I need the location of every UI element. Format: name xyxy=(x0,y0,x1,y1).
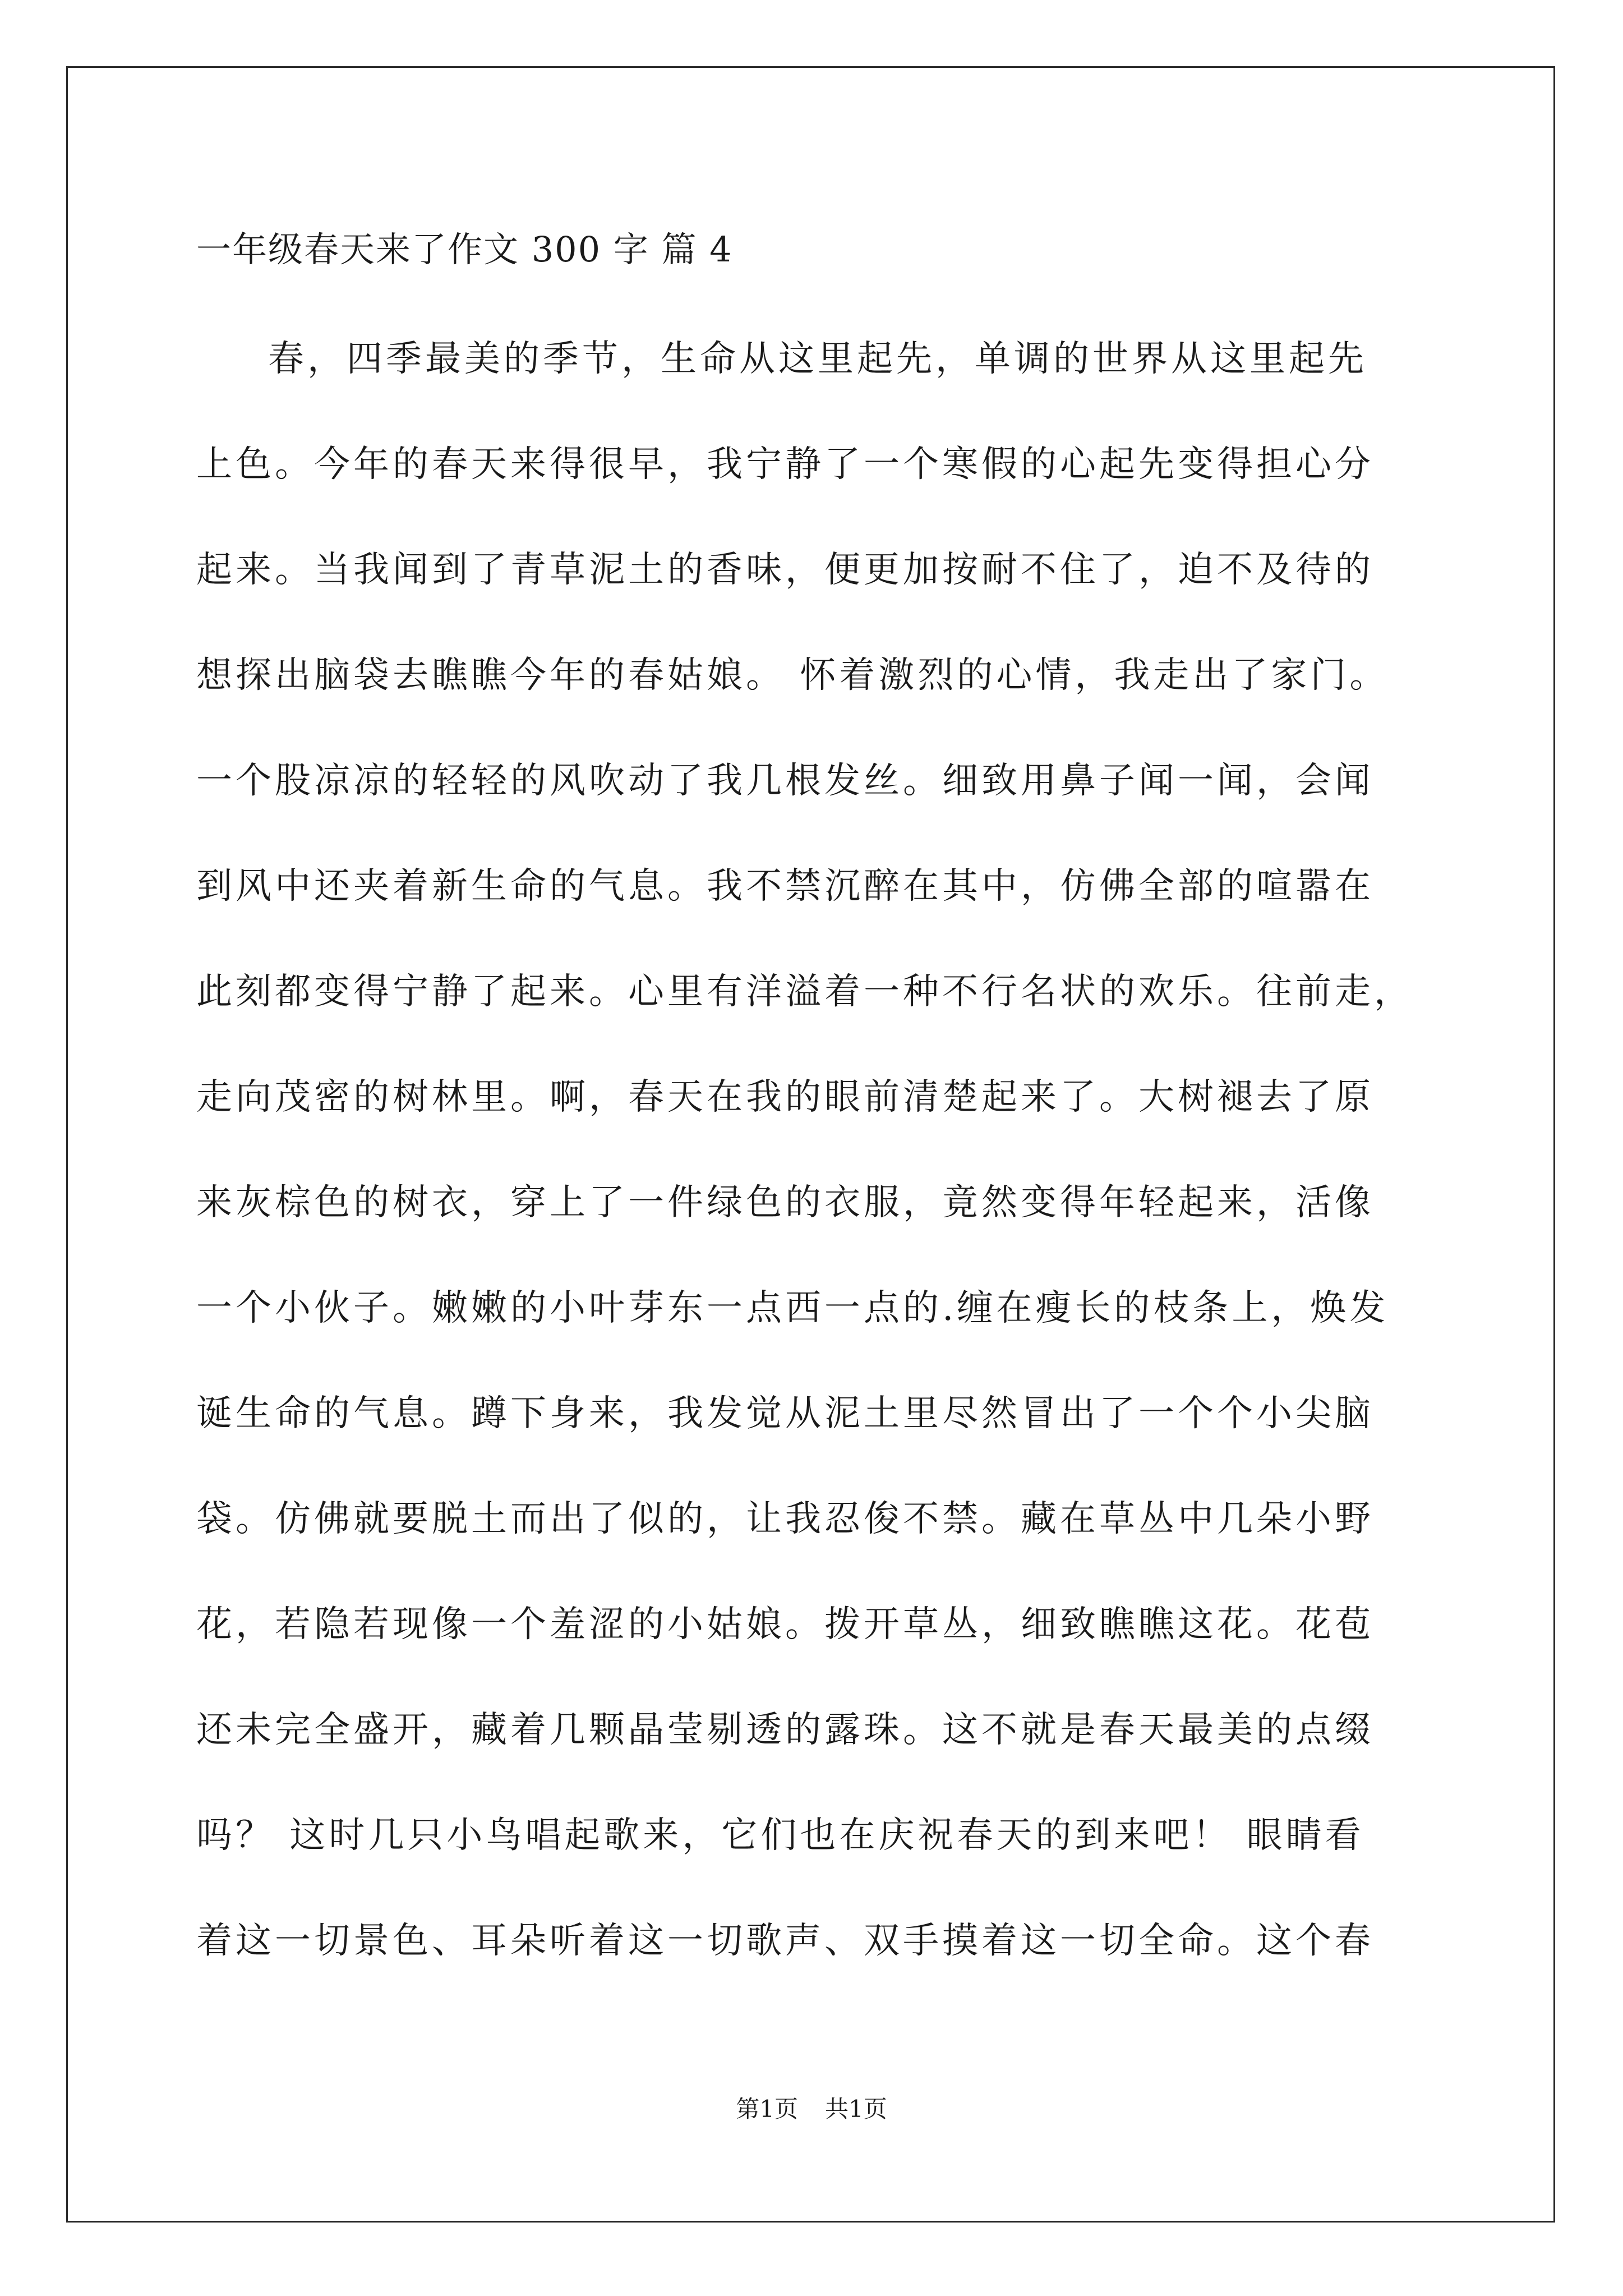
text-line: 一个小伙子。嫩嫩的小叶芽东一点西一点的.缠在瘦长的枝条上，焕发 xyxy=(196,1287,1389,1329)
text-line: 上色。今年的春天来得很早，我宁静了一个寒假的心起先变得担心分 xyxy=(196,444,1374,485)
text-line: 诞生命的气息。蹲下身来，我发觉从泥土里尽然冒出了一个个小尖脑 xyxy=(196,1393,1374,1434)
document-title: 一年级春天来了作文 300 字 篇 4 xyxy=(196,229,733,270)
text-line: 花，若隐若现像一个羞涩的小姑娘。拨开草丛，细致瞧瞧这花。花苞 xyxy=(196,1604,1374,1645)
body-text xyxy=(196,325,1430,2013)
text-line: 还未完全盛开，藏着几颗晶莹剔透的露珠。这不就是春天最美的点缀 xyxy=(196,1709,1374,1751)
text-line: 一个股凉凉的轻轻的风吹动了我几根发丝。细致用鼻子闻一闻，会闻 xyxy=(196,760,1374,802)
text-line: 春，四季最美的季节，生命从这里起先，单调的世界从这里起先 xyxy=(268,338,1367,380)
text-line: 走向茂密的树林里。啊，春天在我的眼前清楚起来了。大树褪去了原 xyxy=(196,1076,1374,1118)
text-line: 想探出脑袋去瞧瞧今年的春姑娘。 怀着激烈的心情，我走出了家门。 xyxy=(196,655,1389,696)
text-line: 着这一切景色、耳朵听着这一切歌声、双手摸着这一切全命。这个春 xyxy=(196,1920,1374,1962)
page-total: 共1页 xyxy=(825,2095,887,2123)
text-line: 吗？ 这时几只小鸟唱起歌来，它们也在庆祝春天的到来吧！ 眼睛看 xyxy=(196,1815,1364,1856)
text-line: 来灰棕色的树衣，穿上了一件绿色的衣服，竟然变得年轻起来，活像 xyxy=(196,1182,1374,1223)
page-footer xyxy=(0,2092,1623,2126)
text-line: 袋。仿佛就要脱土而出了似的，让我忍俊不禁。藏在草丛中几朵小野 xyxy=(196,1498,1374,1540)
text-line: 起来。当我闻到了青草泥土的香味，便更加按耐不住了，迫不及待的 xyxy=(196,549,1374,591)
text-line: 此刻都变得宁静了起来。心里有洋溢着一种不行名状的欢乐。往前走， xyxy=(196,971,1413,1013)
text-line: 到风中还夹着新生命的气息。我不禁沉醉在其中，仿佛全部的喧嚣在 xyxy=(196,866,1374,907)
page-number: 第1页 xyxy=(736,2095,798,2123)
